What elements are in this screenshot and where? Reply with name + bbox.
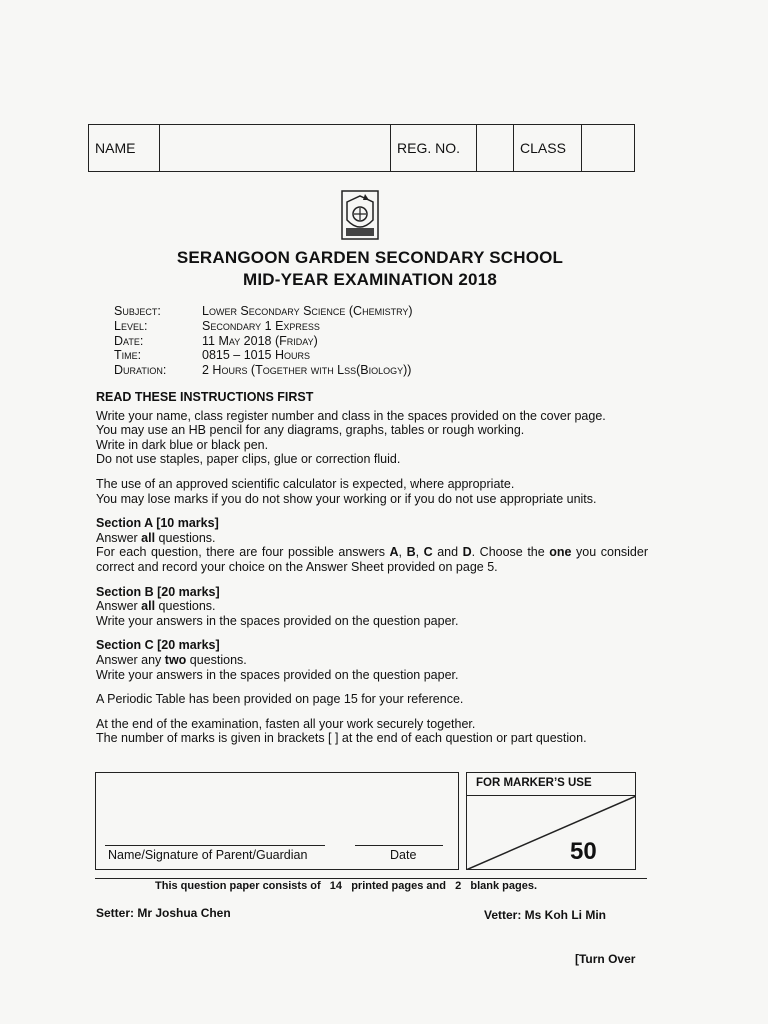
instruction-line: Write in dark blue or black pen. bbox=[96, 437, 269, 452]
instruction-line: You may use an HB pencil for any diagrams, graphs, tables or rough working. bbox=[96, 423, 525, 438]
class-label: CLASS bbox=[514, 125, 582, 171]
marker-heading: FOR MARKER’S USE bbox=[466, 772, 636, 796]
section-c-line: Write your answers in the spaces provided on the question paper. bbox=[96, 667, 459, 682]
reg-no-field bbox=[477, 125, 514, 171]
instruction-line: The use of an approved scientific calculator is expected, where appropriate. bbox=[96, 476, 515, 491]
instruction-line: You may lose marks if you do not show your working or if you do not use appropriate units. bbox=[96, 491, 597, 506]
vetter-name: Vetter: Ms Koh Li Min bbox=[484, 908, 607, 922]
section-c-line: Answer any two questions. bbox=[96, 652, 247, 667]
school-crest-icon bbox=[341, 190, 379, 240]
setter-name: Setter: Mr Joshua Chen bbox=[96, 906, 231, 920]
class-field bbox=[582, 125, 634, 171]
school-name: SERANGOON GARDEN SECONDARY SCHOOL bbox=[176, 248, 564, 267]
marker-diagonal-line bbox=[466, 796, 636, 870]
name-field bbox=[160, 125, 391, 171]
turn-over-label: [Turn Over bbox=[575, 952, 636, 966]
footer-divider bbox=[95, 878, 647, 879]
instructions-heading: READ THESE INSTRUCTIONS FIRST bbox=[96, 390, 314, 404]
date-line bbox=[355, 845, 443, 846]
signature-line bbox=[105, 845, 325, 846]
reg-no-label: REG. NO. bbox=[391, 125, 477, 171]
section-a-line: Answer all questions. bbox=[96, 530, 216, 545]
instructions bbox=[96, 390, 648, 746]
signature-label: Name/Signature of Parent/Guardian bbox=[108, 848, 308, 862]
section-b-line: Answer all questions. bbox=[96, 599, 216, 614]
section-b-heading: Section B [20 marks] bbox=[96, 584, 220, 599]
total-marks: 50 bbox=[570, 838, 597, 865]
detail-row: Date: 11 May 2018 (Friday) bbox=[114, 333, 318, 348]
section-a-line: For each question, there are four possible answers A, B, C and D. Choose the one you consider correct and record your choice on the Answer Sheet provided on page 5. bbox=[96, 545, 648, 574]
detail-row: Subject: Lower Secondary Science (Chemistry) bbox=[114, 304, 413, 318]
instruction-line: Do not use staples, paper clips, glue or correction fluid. bbox=[96, 452, 401, 467]
detail-row: Duration: 2 Hours (Together with Lss(Biology)) bbox=[114, 363, 412, 378]
exam-title: MID-YEAR EXAMINATION 2018 bbox=[242, 270, 498, 289]
date-label: Date bbox=[390, 848, 417, 862]
detail-row: Time: 0815 – 1015 Hours bbox=[114, 348, 311, 363]
section-b-line: Write your answers in the spaces provided on the question paper. bbox=[96, 613, 459, 628]
section-c-heading: Section C [20 marks] bbox=[96, 638, 220, 653]
page-count-note: This question paper consists of 14 printed pages and 2 blank pages. bbox=[155, 880, 538, 892]
periodic-table-note: A Periodic Table has been provided on page 15 for your reference. bbox=[96, 692, 464, 707]
marks-instruction: The number of marks is given in brackets [ ] at the end of each question or part question. bbox=[96, 731, 587, 746]
section-a-heading: Section A [10 marks] bbox=[96, 516, 219, 531]
exam-details bbox=[114, 304, 413, 378]
student-info-table bbox=[88, 124, 635, 172]
end-instruction: At the end of the examination, fasten all your work securely together. bbox=[96, 716, 476, 731]
name-label: NAME bbox=[89, 125, 160, 171]
detail-row: Level: Secondary 1 Express bbox=[114, 318, 320, 333]
instruction-line: Write your name, class register number and class in the spaces provided on the cover page. bbox=[96, 408, 606, 423]
